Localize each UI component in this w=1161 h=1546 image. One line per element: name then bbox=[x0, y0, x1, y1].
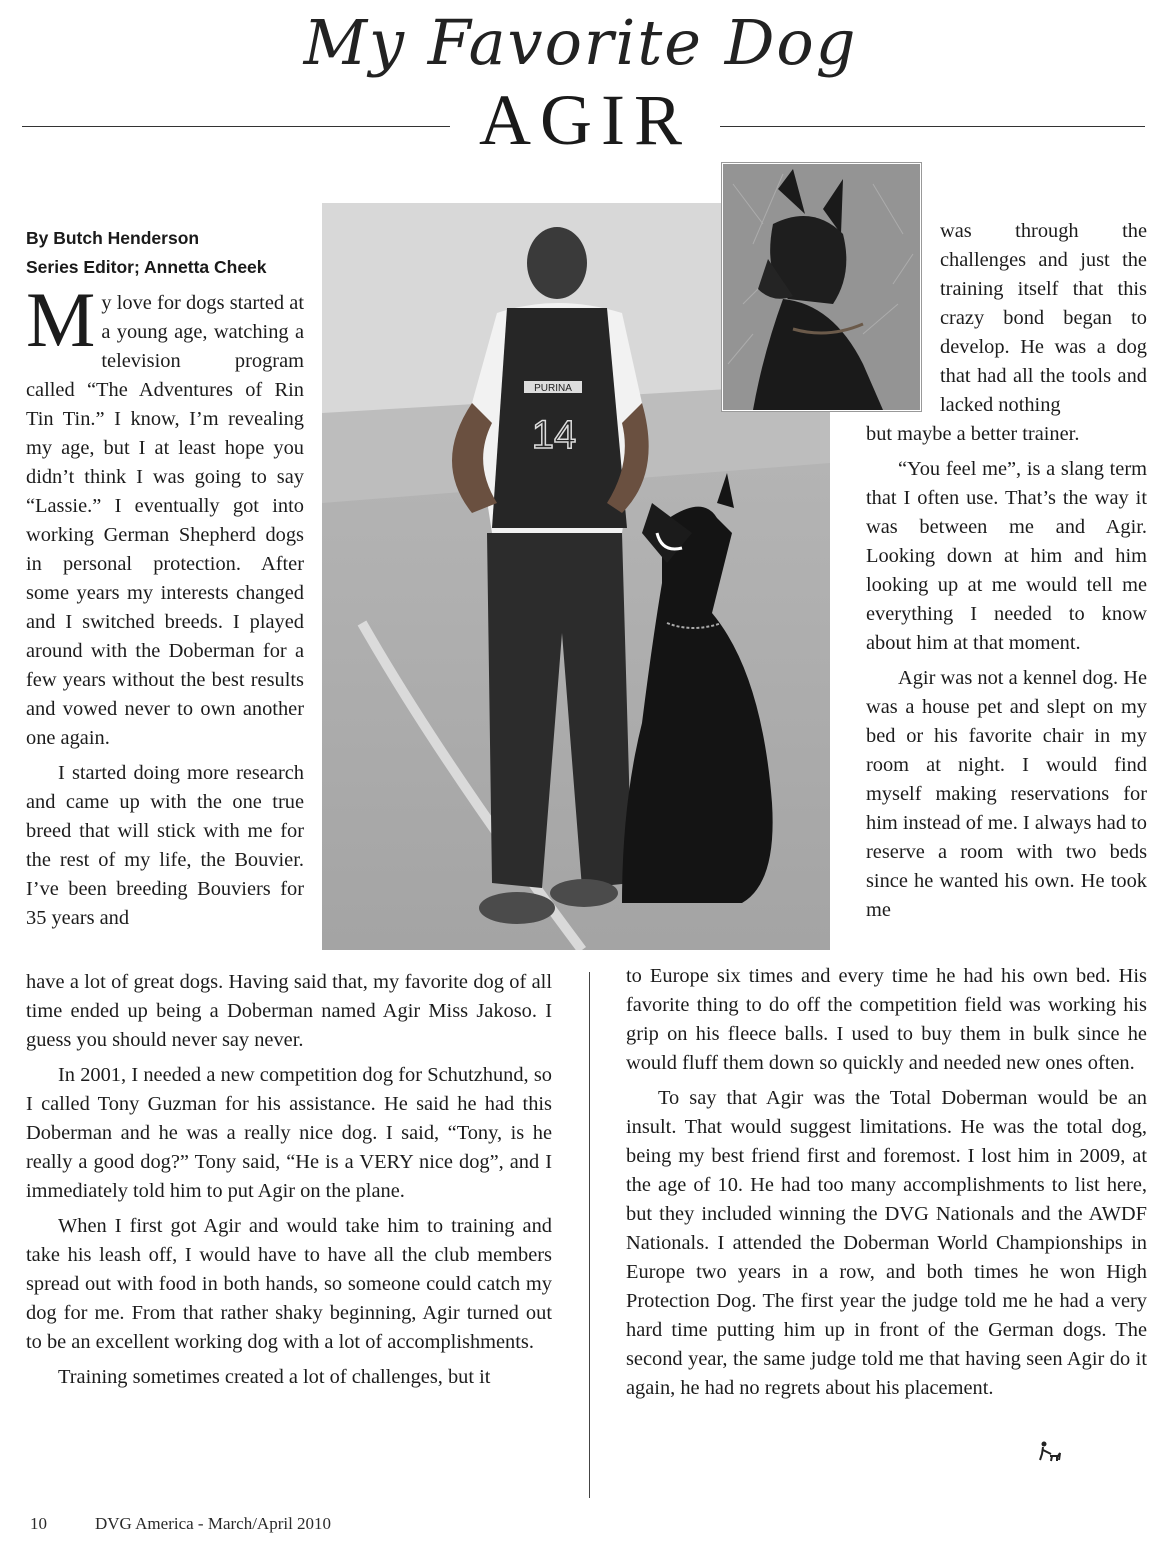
series-title: My Favorite Dog bbox=[303, 6, 858, 79]
article-column-right-middle bbox=[866, 420, 1147, 925]
page-footer bbox=[30, 1512, 331, 1536]
column-divider bbox=[589, 972, 590, 1498]
paragraph-1-text: y love for dogs started at a young age, watching a television program called “The Adventures of Rin Tin Tin.” I know, I’m revealing my age, but I at least hope you didn’t think I was going to say “Lassie.” I eventually got into working German Shepherd dogs in personal protection. After some years my interests changed and I switched breeds. I played around with the Doberman for a few years without the best results and vowed never to own another one again. bbox=[26, 292, 304, 749]
portrait-illustration bbox=[723, 164, 920, 410]
article-column-right-bottom bbox=[626, 962, 1147, 1403]
paragraph-5: Training sometimes created a lot of challenges, but it bbox=[58, 1366, 491, 1388]
end-mark-dog-icon bbox=[1038, 1440, 1062, 1464]
page-number: 10 bbox=[30, 1514, 47, 1533]
vest-number-label: 14 bbox=[531, 413, 577, 457]
vest-brand-label: PURINA bbox=[534, 383, 572, 394]
paragraph-6: “You feel me”, is a slang term that I often use. That’s the way it was between me and Agir. Looking down at him and him looking up at me would tell me everything I needed to know about him at that moment. bbox=[866, 458, 1147, 654]
paragraph-2b: have a lot of great dogs. Having said that, my favorite dog of all time ended up being a Doberman named Agir Miss Jakoso. I guess you should never say never. bbox=[26, 971, 552, 1051]
article-column-left-bottom bbox=[26, 968, 552, 1392]
paragraph-7b: to Europe six times and every time he had his own bed. His favorite thing to do off the competition field was working his grip on his fleece balls. I used to buy them in bulk since he would fluff them down so quickly and needed new ones often. bbox=[626, 965, 1147, 1074]
paragraph-8: To say that Agir was the Total Doberman would be an insult. That would suggest limitations. He was the total dog, being my best friend first and foremost. I lost him in 2009, at the age of 10. He had too many accomplishments to list here, but they included winning the DVG Nationals and the AWDF Nationals. I attended the Doberman World Championships in Europe two years in a row, and both times he won High Protection Dog. The first year the judge told me he had a very hard time putting him up in front of the German dogs. The second year, the same judge told me that having seen Agir do it again, he had no regrets about his placement. bbox=[626, 1087, 1147, 1399]
paragraph-5-end: but maybe a better trainer. bbox=[866, 423, 1080, 445]
paragraph-2a: I started doing more research and came up with the one true breed that will stick with me for the rest of my life, the Bouvier. I’ve been breeding Bouviers for 35 years and bbox=[26, 762, 304, 929]
paragraph-5-continued: was through the challenges and just the training itself that this crazy bond began to develop. He was a dog that had all the tools and lacked nothing bbox=[940, 220, 1147, 416]
paragraph-7a: Agir was not a kennel dog. He was a house pet and slept on my bed or his favorite chair in my room at night. I would find myself making reservations for him instead of me. I always had to reserve a room with two beds since he wanted his own. He took me bbox=[866, 667, 1147, 921]
photo-doberman-portrait bbox=[722, 163, 921, 411]
paragraph-3: In 2001, I needed a new competition dog for Schutzhund, so I called Tony Guzman for his assistance. He said he had this Doberman and he was a really nice dog. I said, “Tony, is he really a good dog?” Tony said, “He is a VERY nice dog”, and I immediately told him to put Agir on the plane. bbox=[26, 1064, 552, 1202]
byline bbox=[26, 224, 316, 282]
title-rule-right bbox=[720, 126, 1145, 127]
paragraph-1 bbox=[26, 276, 304, 753]
title-rule-left bbox=[22, 126, 450, 127]
author-line: By Butch Henderson bbox=[26, 228, 200, 248]
paragraph-4: When I first got Agir and would take him to training and take his leash off, I would have to have all the club members spread out with food in both hands, so someone could catch my dog for me. From that rather shaky beginning, Agir turned out to be an excellent working dog with a lot of accomplishments. bbox=[26, 1215, 552, 1353]
article-column-left-top bbox=[26, 276, 304, 933]
editor-line: Series Editor; Annetta Cheek bbox=[26, 257, 267, 277]
drop-cap: M bbox=[26, 276, 96, 363]
article-column-right-top bbox=[940, 217, 1147, 420]
article-title: AGIR bbox=[479, 80, 691, 160]
publication-name: DVG America - March/April 2010 bbox=[95, 1514, 332, 1533]
